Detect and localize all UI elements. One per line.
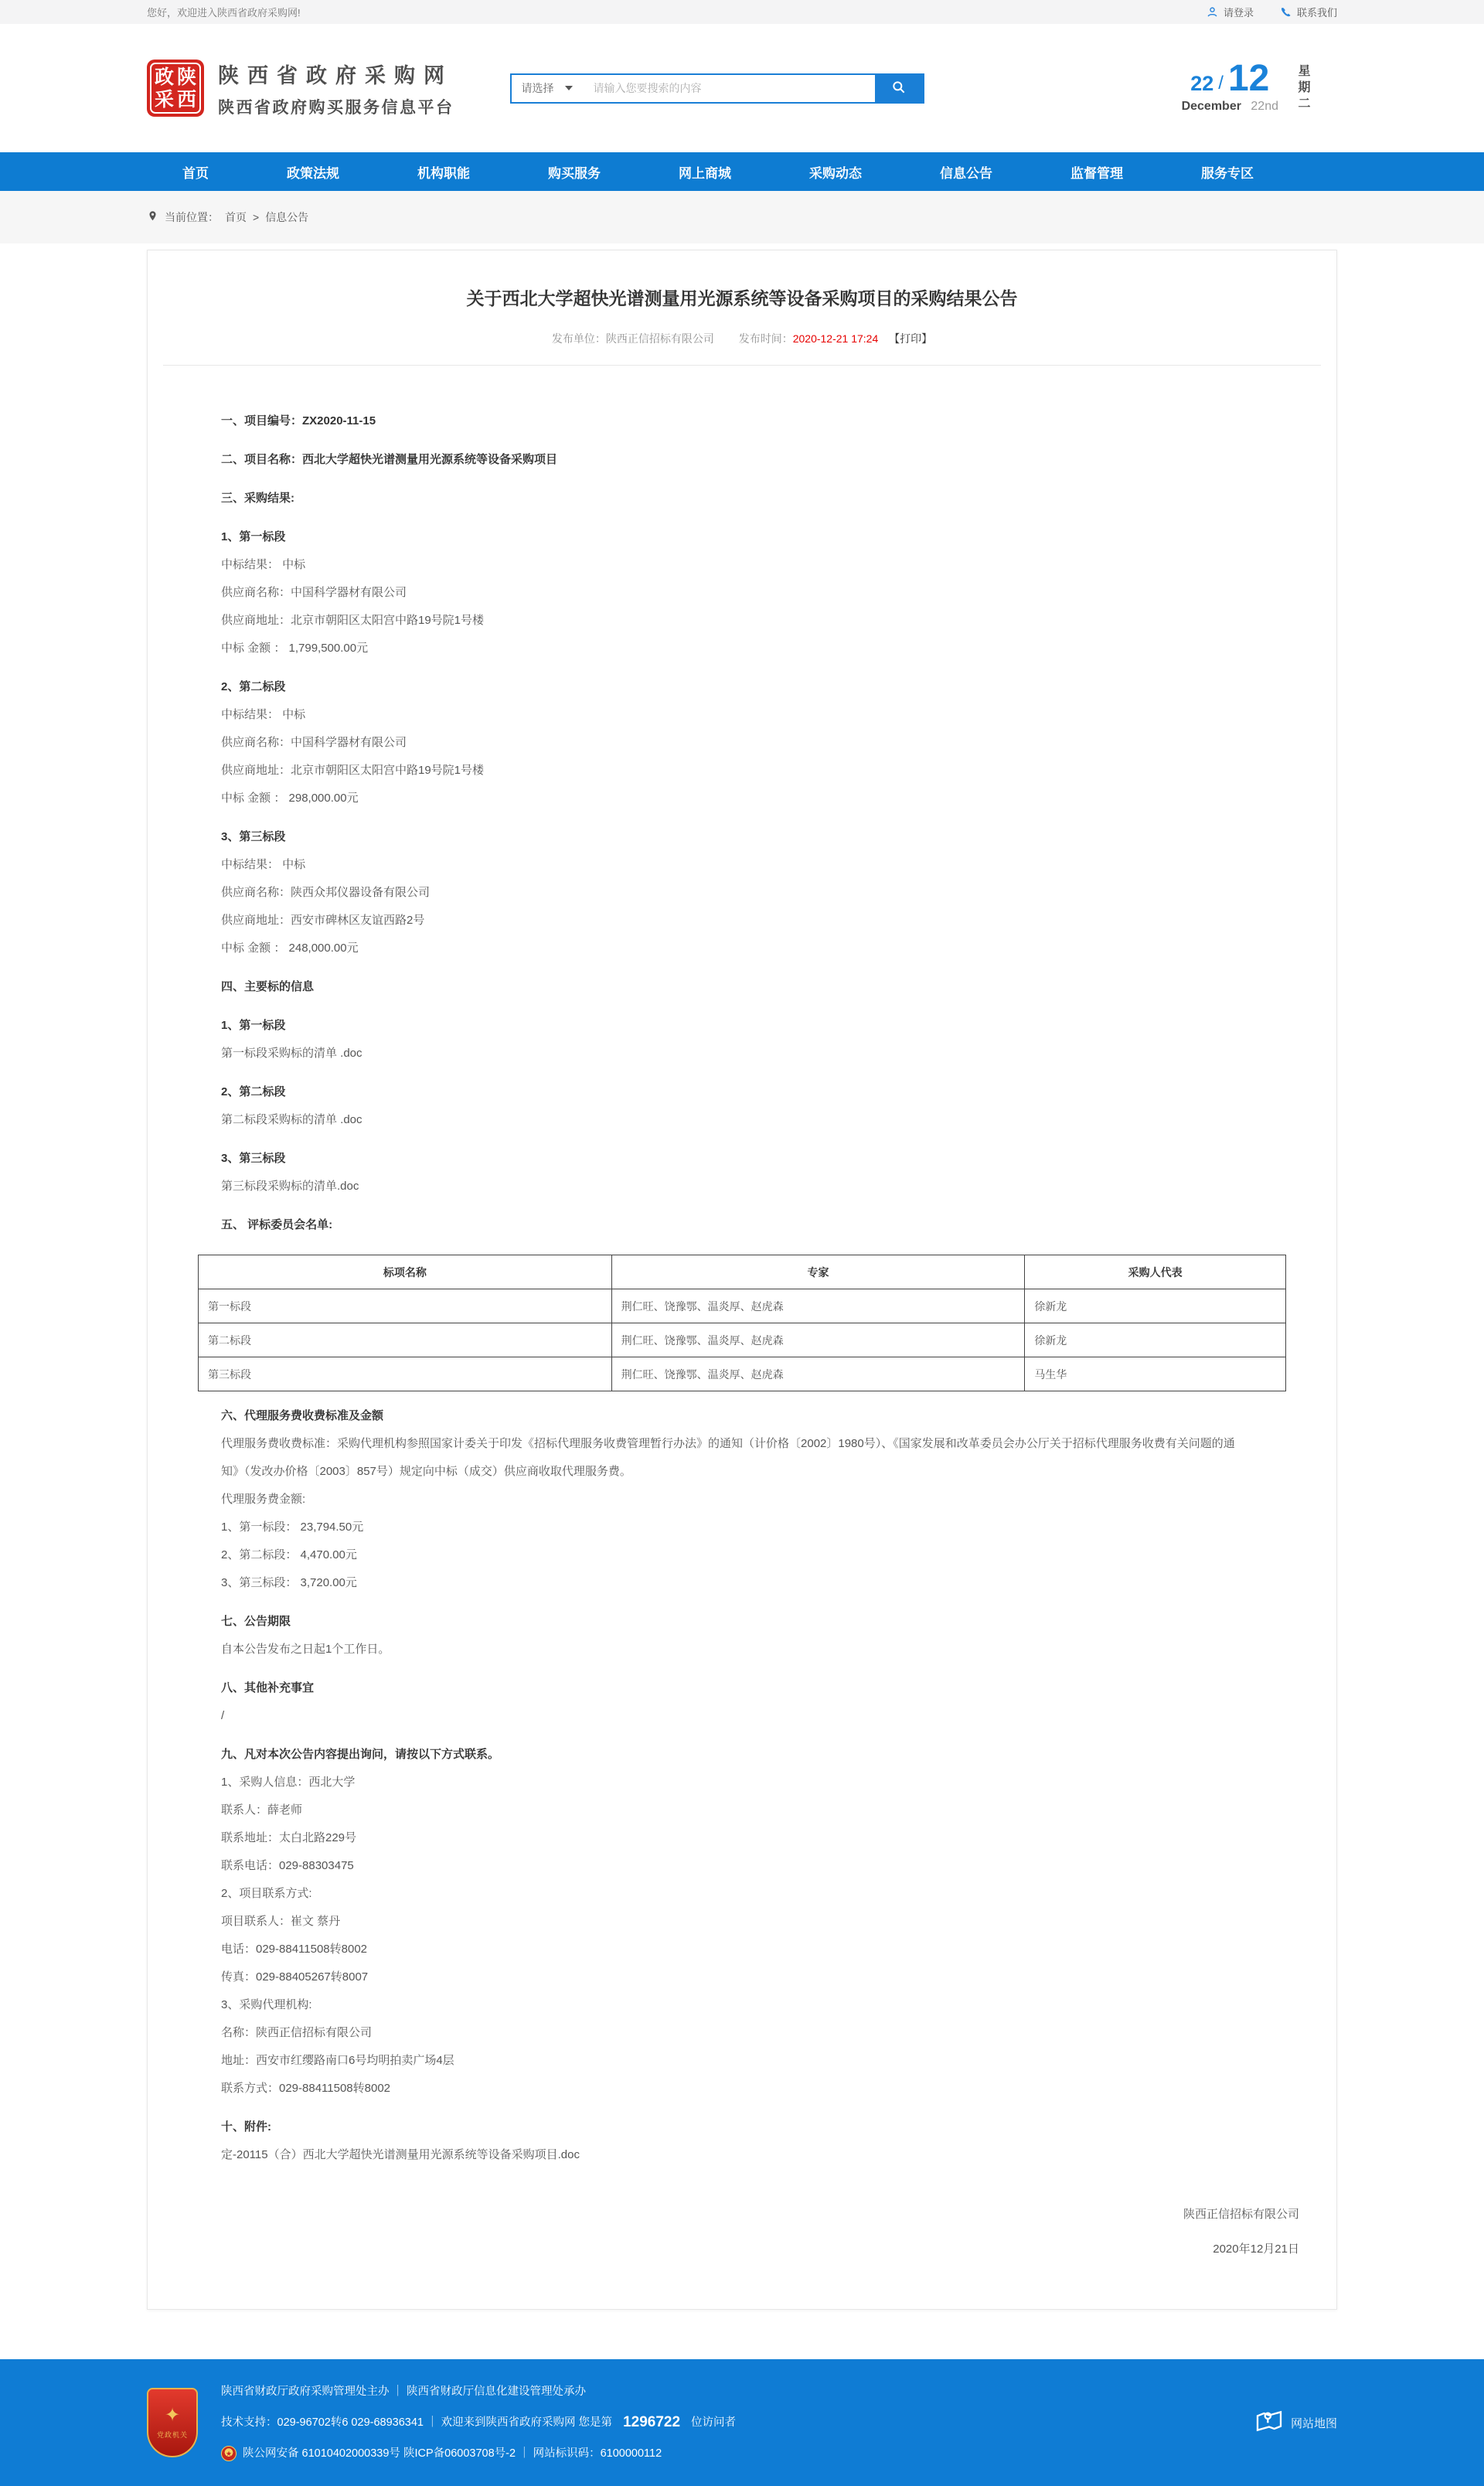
table-header: 专家 [611,1255,1025,1289]
section-heading: 七、公告期限 [221,1615,291,1628]
body-line: 2、第二标段： 4,470.00元 [221,1548,357,1561]
table-cell: 荆仁旺、饶豫鄂、温炎厚、赵虎森 [611,1357,1025,1391]
body-line[interactable]: 第三标段采购标的清单.doc [221,1180,359,1193]
phone-icon [1280,6,1292,19]
signature-company: 陕西正信招标有限公司 [1183,2208,1299,2221]
body-line[interactable]: 第二标段采购标的清单 .doc [221,1113,362,1126]
body-line: 电话：029-88411508转8002 [221,1943,368,1956]
body-line: 代理服务费金额: [221,1493,306,1506]
gov-shield-text: 党政机关 [156,2430,188,2439]
body-line: 3、第三标段： 3,720.00元 [221,1576,357,1589]
body-line: 项目联系人：崔文 蔡丹 [221,1915,341,1928]
publisher-label: 发布单位： [551,332,606,345]
table-cell: 荆仁旺、饶豫鄂、温炎厚、赵虎森 [611,1323,1025,1357]
body-line: 中标 金额 ： 248,000.00元 [221,942,359,955]
gov-shield-badge-icon: ✦ 党政机关 [147,2388,198,2457]
section-heading: 一、项目编号：ZX2020-11-15 [221,414,376,427]
main-nav-bar [0,152,1484,191]
body-line: 供应商名称：陕西众邦仪器设备有限公司 [221,886,431,899]
body-line: 供应商地址：北京市朝阳区太阳宫中路19号院1号楼 [221,614,485,627]
search-input[interactable] [594,75,875,102]
body-line: 供应商名称：中国科学器材有限公司 [221,736,407,749]
breadcrumb-home[interactable]: 首页 [225,211,247,223]
breadcrumb [147,191,1337,243]
body-line: 联系地址：太白北路229号 [221,1831,357,1844]
body-line: 联系人：薛老师 [221,1803,303,1817]
search-category-select[interactable]: 请选择 [512,75,594,102]
main-content [0,243,1484,2359]
body-line: 联系方式：029-88411508转8002 [221,2082,391,2095]
welcome-text: 您好，欢迎进入陕西省政府采购网! [147,7,301,19]
date-day: 22 [1190,72,1214,95]
section-heading: 三、采购结果: [221,492,294,505]
article-card [147,250,1337,2310]
nav-item[interactable]: 网上商城 [679,165,731,181]
body-line: 供应商地址：西安市碑林区友谊西路2号 [221,914,425,927]
body-line: 中标 金额 ： 1,799,500.00元 [221,642,369,655]
table-cell: 徐新龙 [1025,1289,1286,1323]
site-header [0,24,1484,152]
section-heading: 六、代理服务费收费标准及金额 [221,1409,384,1422]
login-link[interactable]: 请登录 [1206,5,1254,19]
section-heading: 3、第三标段 [221,830,286,843]
site-footer [0,2359,1484,2486]
signature-block [148,2197,1299,2266]
nav-item[interactable]: 监督管理 [1070,165,1123,181]
table-header: 标项名称 [199,1255,612,1289]
body-line: 供应商名称：中国科学器材有限公司 [221,586,407,599]
body-line: 1、采购人信息：西北大学 [221,1776,356,1789]
publish-time-label: 发布时间： [738,332,793,345]
nav-item[interactable]: 机构职能 [417,165,470,181]
body-line: 联系电话：029-88303475 [221,1859,354,1872]
section-heading: 1、第一标段 [221,1019,286,1032]
table-cell: 荆仁旺、饶豫鄂、温炎厚、赵虎森 [611,1289,1025,1323]
body-line: 1、第一标段： 23,794.50元 [221,1521,364,1534]
site-title: 陕西省政府采购网 [218,63,453,87]
table-cell: 第一标段 [199,1289,612,1323]
section-heading: 五、 评标委员会名单: [221,1218,333,1231]
site-subtitle: 陕西省政府购买服务信息平台 [218,98,454,117]
body-line: 中标结果： 中标 [221,558,306,571]
nav-item[interactable]: 首页 [182,165,209,181]
body-line: / [221,1709,225,1722]
table-row [199,1357,1286,1391]
nav-item[interactable]: 采购动态 [809,165,862,181]
breadcrumb-prefix: 当前位置： [165,211,219,223]
date-month-en: December [1181,100,1241,113]
body-line: 供应商地址：北京市朝阳区太阳宫中路19号院1号楼 [221,764,485,777]
table-row [199,1323,1286,1357]
section-heading: 九、凡对本次公告内容提出询问，请按以下方式联系。 [221,1748,500,1761]
date-month: 12 [1227,58,1270,99]
section-heading: 八、其他补充事宜 [221,1681,315,1694]
table-cell: 第三标段 [199,1357,612,1391]
search-bar [510,73,924,104]
main-nav [147,152,1337,191]
page-title: 关于西北大学超快光谱测量用光源系统等设备采购项目的采购结果公告 [466,288,1018,308]
publish-time-value: 2020-12-21 17:24 [792,332,879,345]
body-line: 名称：陕西正信招标有限公司 [221,2026,373,2039]
footer-line-support: 技术支持：029-96702转6 029-68936341 ｜ 欢迎来到陕西省政府采购网 您是第 1296722 位访问者 [221,2407,736,2438]
search-button[interactable] [875,75,923,102]
user-icon [1206,5,1219,19]
sitemap-link[interactable]: 网站地图 [1254,2406,1337,2440]
search-icon [891,80,907,97]
section-heading: 2、第二标段 [221,1085,286,1098]
body-line[interactable]: 定-20115（合）西北大学超快光谱测量用光源系统等设备采购项目.doc [221,2148,580,2161]
breadcrumb-current: 信息公告 [265,211,309,223]
section-heading: 四、主要标的信息 [221,980,315,993]
footer-line-hosts: 陕西省财政厅政府采购管理处主办 ｜ 陕西省财政厅信息化建设管理处承办 [221,2386,587,2398]
section-heading: 1、第一标段 [221,530,286,543]
police-badge-icon: ★ [221,2446,237,2461]
body-line: 中标结果： 中标 [221,858,306,871]
date-weekday: 星期二 [1296,63,1309,113]
body-line: 传真：029-88405267转8007 [221,1970,369,1984]
date-widget: 22 / 12 December 22nd 星期二 [1181,58,1309,113]
nav-item[interactable]: 服务专区 [1201,165,1254,181]
nav-item[interactable]: 购买服务 [548,165,601,181]
article-meta [148,331,1336,346]
section-heading: 二、项目名称：西北大学超快光谱测量用光源系统等设备采购项目 [221,453,558,466]
body-line: 地址：西安市红缨路南口6号均明拍卖广场4层 [221,2054,454,2067]
nav-item[interactable]: 信息公告 [940,165,992,181]
breadcrumb-separator: > [253,211,260,223]
body-line: 2、项目联系方式: [221,1887,312,1900]
nav-item[interactable]: 政策法规 [287,165,339,181]
site-logo [147,59,454,118]
date-ordinal: 22nd [1251,100,1278,113]
body-line: 自本公告发布之日起1个工作日。 [221,1643,390,1656]
footer-line-icp: ★ 陕公网安备 61010402000339号 陕ICP备06003708号-2 ｜ 网站标识码：6100000112 [221,2438,736,2469]
section-heading: 2、第二标段 [221,680,286,693]
section-heading: 十、附件: [221,2120,271,2134]
top-bar [0,0,1484,24]
body-line: 中标 金额 ： 298,000.00元 [221,792,359,805]
table-header-row [199,1255,1286,1289]
breadcrumb-bar [0,191,1484,243]
print-button[interactable]: 【打印】 [889,332,933,345]
body-line: 中标结果： 中标 [221,708,306,721]
signature-date: 2020年12月21日 [1213,2243,1299,2256]
table-row [199,1289,1286,1323]
publisher-value: 陕西正信招标有限公司 [605,332,714,345]
committee-table [198,1255,1286,1391]
article-body [148,366,1336,2177]
table-cell: 徐新龙 [1025,1323,1286,1357]
section-heading: 3、第三标段 [221,1152,286,1165]
contact-link[interactable]: 联系我们 [1280,5,1337,19]
body-line: 3、采购代理机构: [221,1998,312,2011]
location-pin-icon [147,209,158,225]
body-line: 代理服务费收费标准：采购代理机构参照国家计委关于印发《招标代理服务收费管理暂行办法》的通知（计价格〔2002〕1980号）、《国家发展和改革委员会办公厅关于招标代理服务收费有关问题的通知》（发改办价格〔2003〕857号）规定向中标（成交）供应商收取代理服务费。 [221,1437,1235,1478]
body-line[interactable]: 第一标段采购标的清单 .doc [221,1047,362,1060]
logo-seal-icon: 政 陕 采 西 [147,60,204,117]
table-cell: 第二标段 [199,1323,612,1357]
table-header: 采购人代表 [1025,1255,1286,1289]
chevron-down-icon [565,86,573,90]
table-cell: 马生华 [1025,1357,1286,1391]
visitor-count: 1296722 [623,2414,681,2430]
